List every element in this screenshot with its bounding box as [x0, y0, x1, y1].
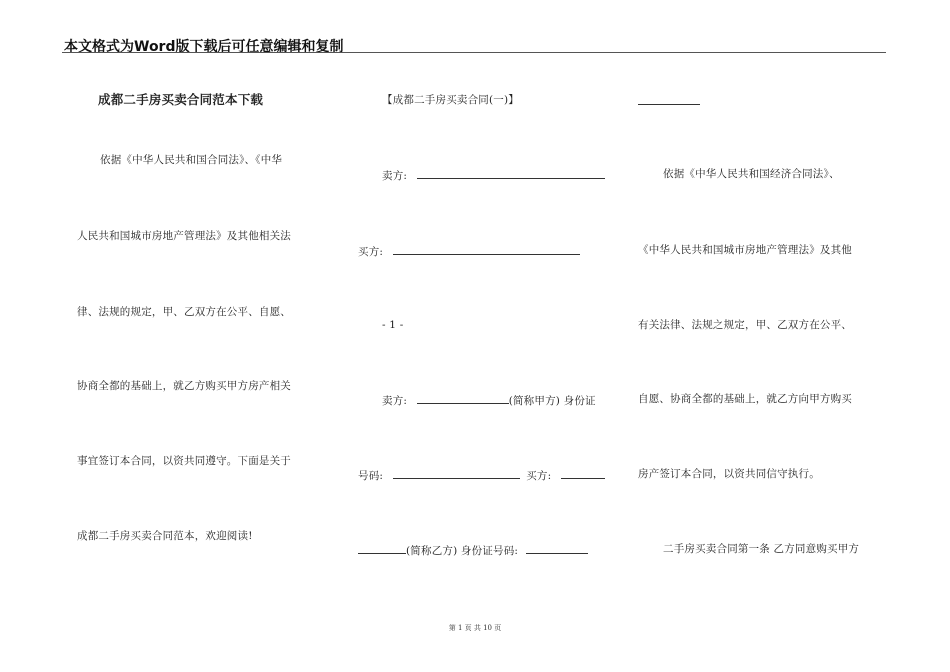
body-line: 有关法律、法规之规定，甲、乙双方在公平、 [638, 319, 852, 331]
body-line: 房产签订本合同，以资共同信守执行。 [638, 468, 820, 480]
page-marker: - 1 - [382, 319, 404, 331]
buyer-label: 买方: [358, 246, 384, 258]
id-number-label: 号码: [358, 470, 384, 482]
body-line: 自愿、协商全都的基础上，就乙方向甲方购买 [638, 393, 852, 405]
seller-label-2: 卖方: [382, 395, 408, 407]
continuation-blank [638, 93, 700, 105]
body-line: 律、法规的规定，甲、乙双方在公平、自愿、 [77, 306, 291, 318]
seller-suffix: (简称甲方) 身份证 [508, 395, 596, 407]
body-line: 协商全都的基础上，就乙方购买甲方房产相关 [77, 380, 291, 392]
buyer-field [358, 243, 580, 259]
contract-heading: 【成都二手房买卖合同(一)】 [382, 94, 519, 106]
body-line: 事宜签订本合同，以资共同遵守。下面是关于 [77, 455, 291, 467]
seller-label: 卖方: [382, 170, 408, 182]
buyer-suffix: (简称乙方) 身份证号码: [406, 545, 519, 557]
document-header-title: 本文格式为Word版下载后可任意编辑和复制 [64, 39, 344, 55]
buyer-name-blank [561, 467, 605, 479]
body-line: 人民共和国城市房地产管理法》及其他相关法 [77, 230, 291, 242]
body-line: 《中华人民共和国城市房地产管理法》及其他 [638, 244, 852, 256]
id-number-blank [393, 467, 520, 479]
body-line: 依据《中华人民共和国经济合同法》、 [663, 168, 840, 180]
seller-field [382, 167, 605, 183]
seller-blank [417, 167, 605, 179]
top-blank-line [638, 93, 700, 109]
seller-id-field [382, 392, 596, 408]
seller-name-blank [417, 392, 509, 404]
id-number-field [358, 467, 605, 483]
body-line: 二手房买卖合同第一条 乙方同意购买甲方 [663, 543, 860, 555]
buyer-prefix-blank [358, 542, 406, 554]
document-title: 成都二手房买卖合同范本下载 [98, 92, 264, 107]
buyer-label-2: 买方: [526, 470, 552, 482]
buyer-blank [393, 243, 580, 255]
buyer-id-blank [526, 542, 588, 554]
body-line: 依据《中华人民共和国合同法》、《中华 [100, 154, 283, 166]
page-footer: 第 1 页 共 10 页 [448, 624, 502, 632]
buyer-id-field [358, 542, 588, 558]
body-line: 成都二手房买卖合同范本，欢迎阅读! [77, 530, 253, 542]
